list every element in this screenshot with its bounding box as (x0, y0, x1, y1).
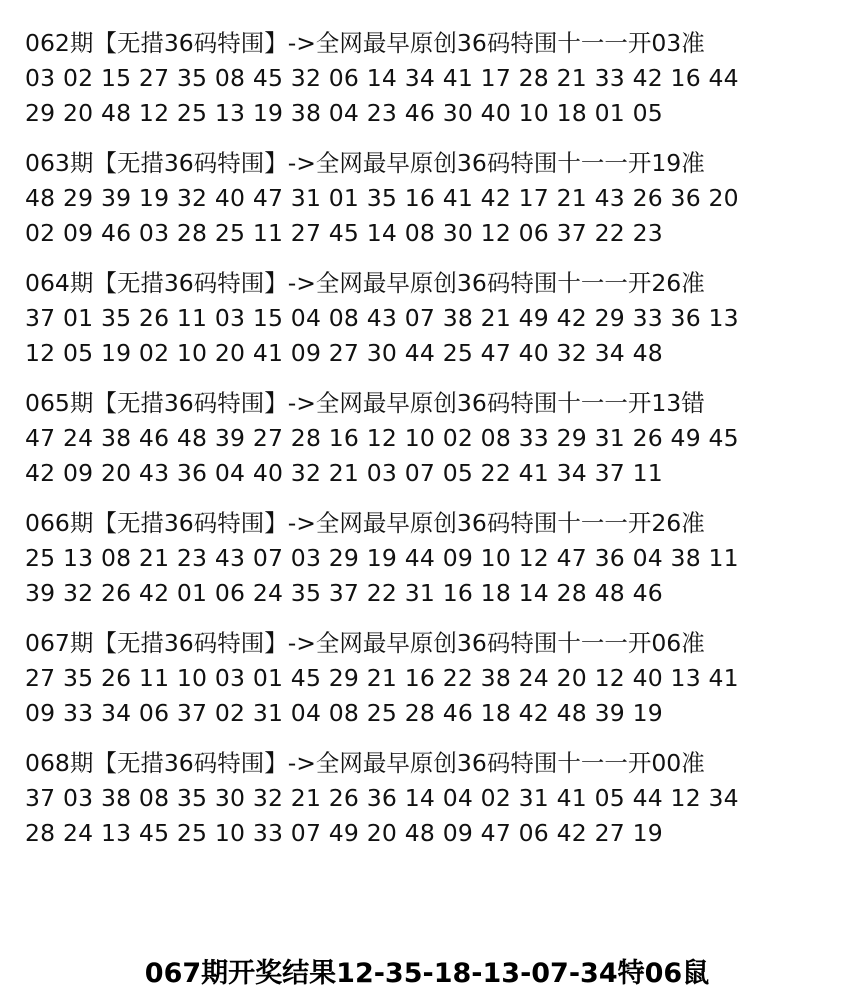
number-row: 02 09 46 03 28 25 11 27 45 14 08 30 12 06 37 22 23 (25, 219, 663, 247)
issue-list (25, 26, 835, 866)
number-row: 25 13 08 21 23 43 07 03 29 19 44 09 10 12 47 36 04 38 11 (25, 544, 739, 572)
issue-block-065 (25, 386, 835, 491)
number-row: 12 05 19 02 10 20 41 09 27 30 44 25 47 40 32 34 48 (25, 339, 663, 367)
number-row: 27 35 26 11 10 03 01 45 29 21 16 22 38 24 20 12 40 13 41 (25, 664, 739, 692)
number-row: 48 29 39 19 32 40 47 31 01 35 16 41 42 17 21 43 26 36 20 (25, 184, 739, 212)
number-row: 37 03 38 08 35 30 32 21 26 36 14 04 02 31 41 05 44 12 34 (25, 784, 739, 812)
number-row: 39 32 26 42 01 06 24 35 37 22 31 16 18 14 28 48 46 (25, 579, 663, 607)
issue-title: 067期【无措36码特围】->全网最早原创36码特围十一一开06准 (25, 629, 705, 657)
draw-result-footer: 067期开奖结果12-35-18-13-07-34特06鼠 (144, 958, 710, 989)
issue-title: 068期【无措36码特围】->全网最早原创36码特围十一一开00准 (25, 749, 705, 777)
number-row: 28 24 13 45 25 10 33 07 49 20 48 09 47 06 42 27 19 (25, 819, 663, 847)
issue-title: 064期【无措36码特围】->全网最早原创36码特围十一一开26准 (25, 269, 705, 297)
issue-title: 066期【无措36码特围】->全网最早原创36码特围十一一开26准 (25, 509, 705, 537)
issue-block-062 (25, 26, 835, 131)
number-row: 42 09 20 43 36 04 40 32 21 03 07 05 22 41 34 37 11 (25, 459, 663, 487)
number-row: 09 33 34 06 37 02 31 04 08 25 28 46 18 42 48 39 19 (25, 699, 663, 727)
number-row: 03 02 15 27 35 08 45 32 06 14 34 41 17 28 21 33 42 16 44 (25, 64, 739, 92)
issue-title: 063期【无措36码特围】->全网最早原创36码特围十一一开19准 (25, 149, 705, 177)
number-row: 47 24 38 46 48 39 27 28 16 12 10 02 08 33 29 31 26 49 45 (25, 424, 739, 452)
issue-block-067 (25, 626, 835, 731)
issue-block-063 (25, 146, 835, 251)
number-row: 37 01 35 26 11 03 15 04 08 43 07 38 21 49 42 29 33 36 13 (25, 304, 739, 332)
issue-title: 062期【无措36码特围】->全网最早原创36码特围十一一开03准 (25, 29, 705, 57)
issue-block-066 (25, 506, 835, 611)
issue-block-064 (25, 266, 835, 371)
issue-title: 065期【无措36码特围】->全网最早原创36码特围十一一开13错 (25, 389, 705, 417)
number-row: 29 20 48 12 25 13 19 38 04 23 46 30 40 10 18 01 05 (25, 99, 663, 127)
issue-block-068 (25, 746, 835, 851)
